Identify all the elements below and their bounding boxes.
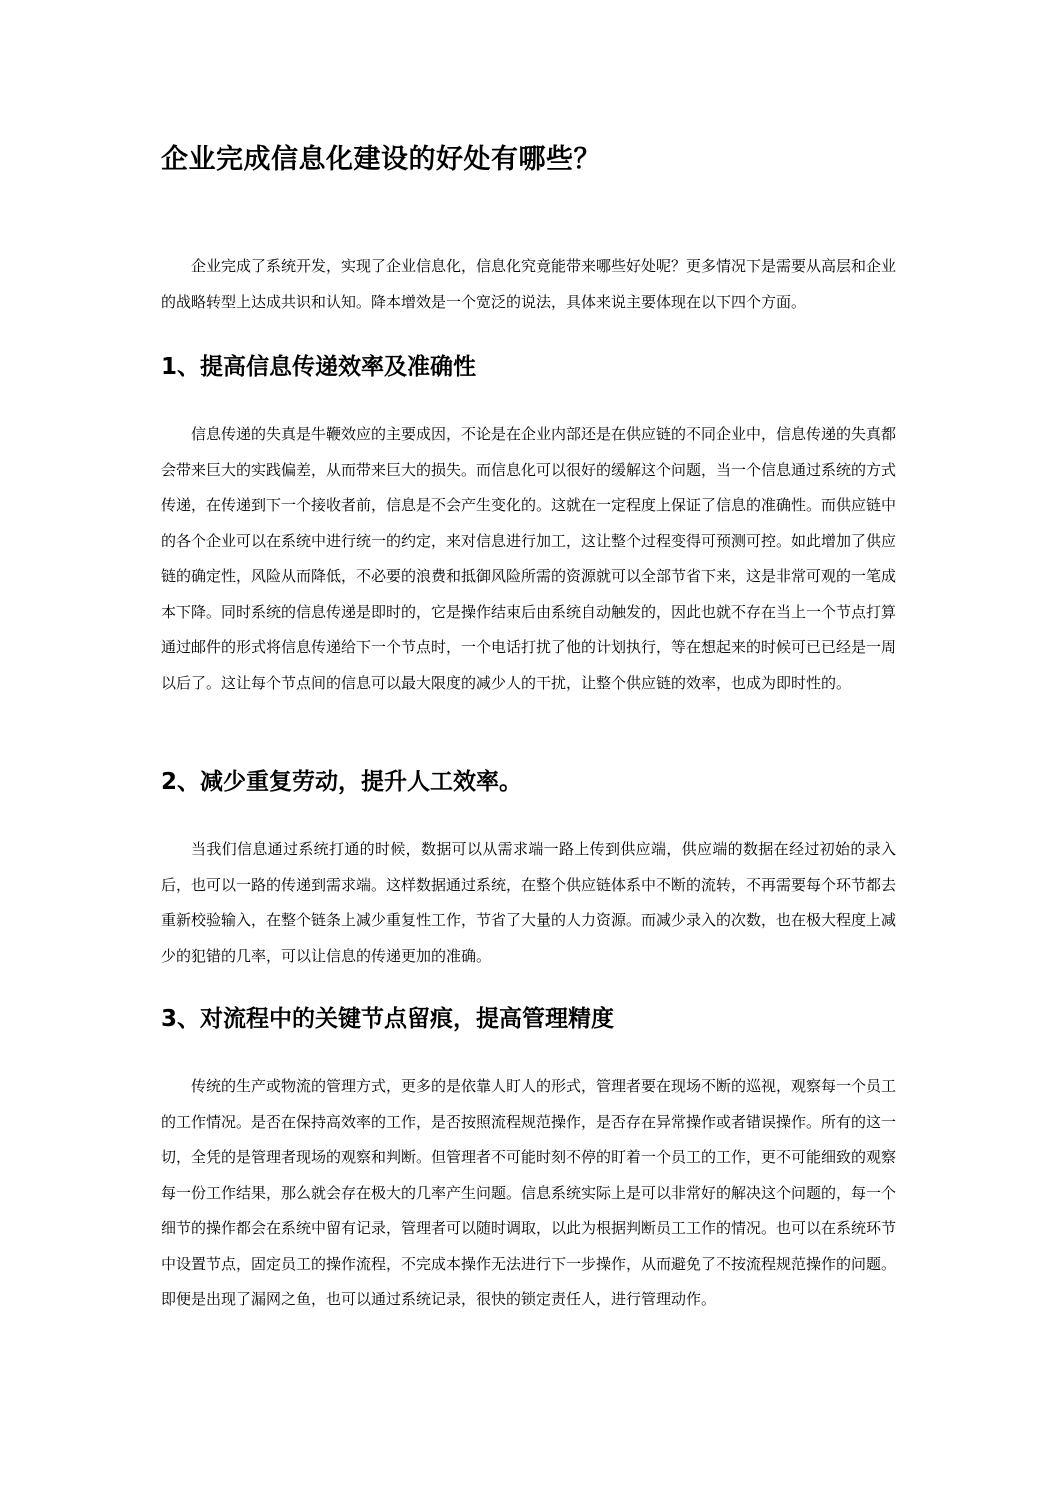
intro-paragraph: 企业完成了系统开发，实现了企业信息化，信息化究竟能带来哪些好处呢？更多情况下是需要从高层和企业的战略转型上达成共识和认知。降本增效是一个宽泛的说法，具体来说主要体现在以下四个方面。	[161, 257, 897, 311]
section-2-body: 当我们信息通过系统打通的时候，数据可以从需求端一路上传到供应端，供应端的数据在经过初始的录入后，也可以一路的传递到需求端。这样数据通过系统，在整个供应链体系中不断的流转，不再需要每个环节都去重新校验输入，在整个链条上减少重复性工作，节省了大量的人力资源。而减少录入的次数，也在极大程度上减少的犯错的几率，可以让信息的传递更加的准确。	[161, 840, 897, 965]
section-2-heading: 2、减少重复劳动，提升人工效率。	[161, 769, 523, 795]
section-1-heading: 1、提高信息传递效率及准确性	[161, 354, 477, 380]
section-3-body: 传统的生产或物流的管理方式，更多的是依靠人盯人的形式，管理者要在现场不断的巡视，观察每一个员工的工作情况。是否在保持高效率的工作，是否按照流程规范操作，是否存在异常操作或者错误操作。所有的这一切，全凭的是管理者现场的观察和判断。但管理者不可能时刻不停的盯着一个员工的工作，更不可能细致的观察每一份工作结果，那么就会存在极大的几率产生问题。信息系统实际上是可以非常好的解决这个问题的，每一个细节的操作都会在系统中留有记录，管理者可以随时调取，以此为根据判断员工工作的情况。也可以在系统环节中设置节点，固定员工的操作流程，不完成本操作无法进行下一步操作，从而避免了不按流程规范操作的问题。即便是出现了漏网之鱼，也可以通过系统记录，很快的锁定责任人，进行管理动作。	[161, 1077, 897, 1308]
section-3-heading: 3、对流程中的关键节点留痕，提高管理精度	[161, 1006, 615, 1032]
document-title: 企业完成信息化建设的好处有哪些？	[161, 144, 601, 175]
section-1-body: 信息传递的失真是牛鞭效应的主要成因，不论是在企业内部还是在供应链的不同企业中，信息传递的失真都会带来巨大的实践偏差，从而带来巨大的损失。而信息化可以很好的缓解这个问题，当一个信息通过系统的方式传递，在传递到下一个接收者前，信息是不会产生变化的。这就在一定程度上保证了信息的准确性。而供应链中的各个企业可以在系统中进行统一的约定，来对信息进行加工，这让整个过程变得可预测可控。如此增加了供应链的确定性，风险从而降低，不必要的浪费和抵御风险所需的资源就可以全部节省下来，这是非常可观的一笔成本下降。同时系统的信息传递是即时的，它是操作结束后由系统自动触发的，因此也就不存在当上一个节点打算通过邮件的形式将信息传递给下一个节点时，一个电话打扰了他的计划执行，等在想起来的时候可已已经是一周以后了。这让每个节点间的信息可以最大限度的减少人的干扰，让整个供应链的效率，也成为即时性的。	[161, 425, 897, 692]
